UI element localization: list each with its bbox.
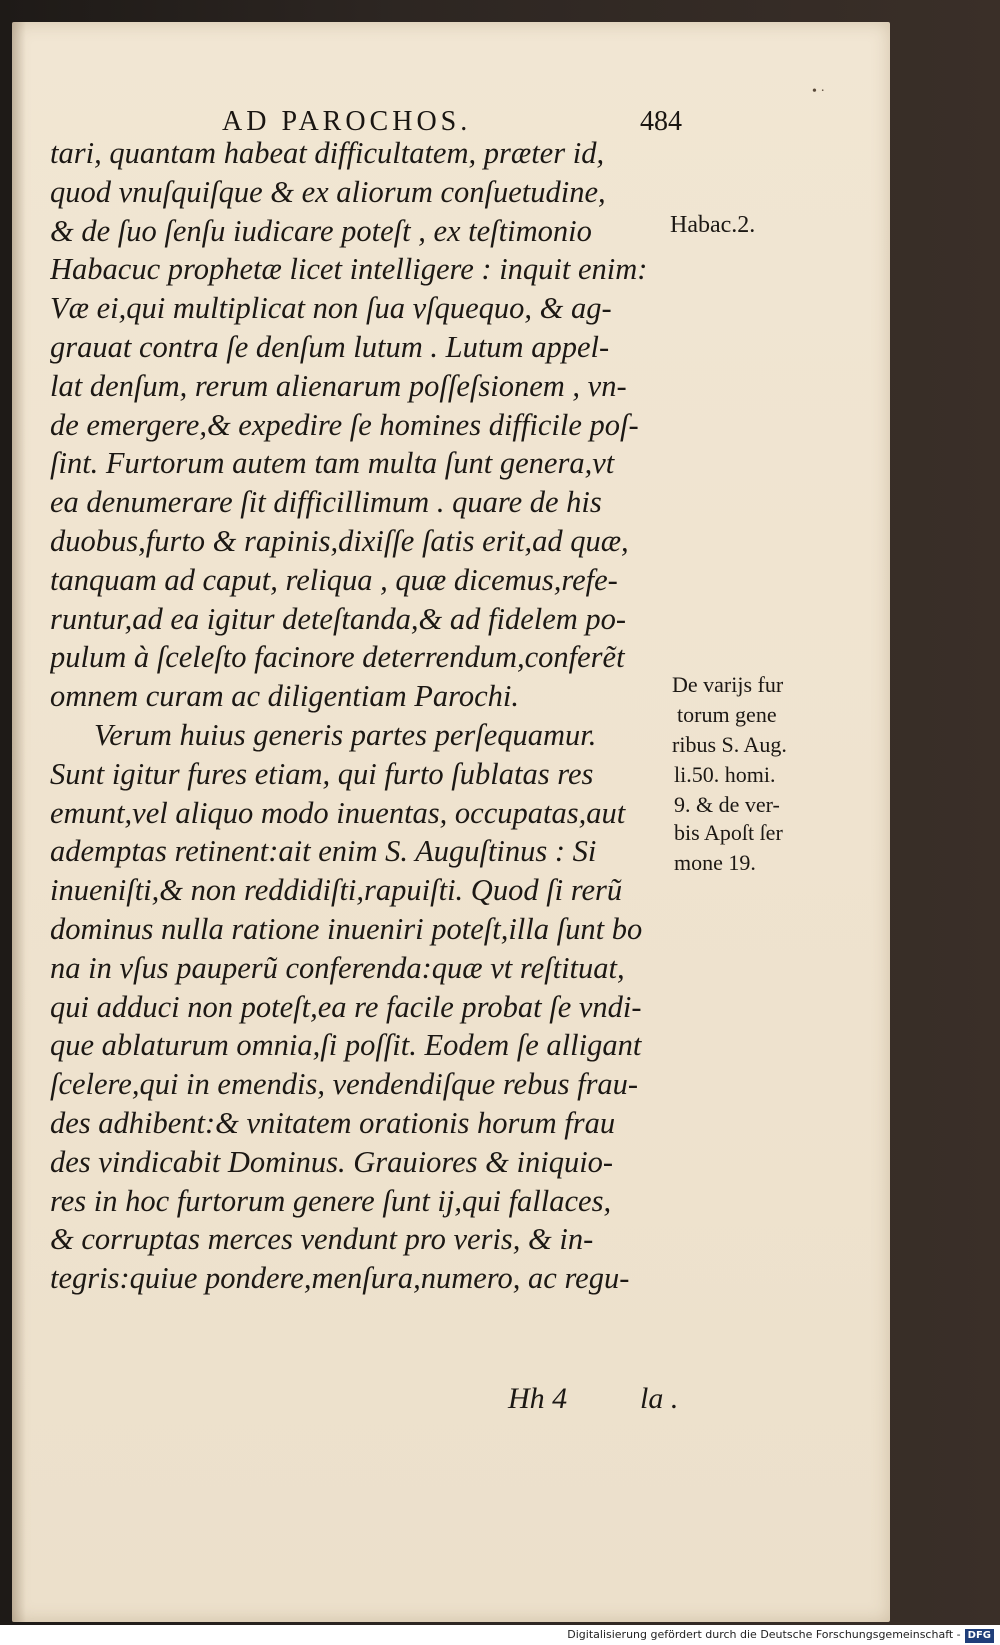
margin-note-line: li.50. homi. bbox=[674, 762, 776, 787]
running-title: AD PAROCHOS. bbox=[222, 106, 472, 137]
footer-bar bbox=[0, 1625, 1000, 1645]
text-line: duobus,furto & rapinis,dixiſſe ſatis erit,ad quæ, bbox=[50, 524, 629, 558]
text-line: tari, quantam habeat difficultatem, præter id, bbox=[50, 136, 605, 170]
margin-note-line: torum gene bbox=[677, 702, 777, 727]
text-line: Væ ei,qui multiplicat non ſua vſquequo, & ag- bbox=[50, 291, 612, 326]
text-line: ſcelere,qui in emendis, vendendiſque rebus frau- bbox=[50, 1067, 639, 1102]
text-line: que ablaturum omnia,ſi poſſit. Eodem ſe alligant bbox=[50, 1028, 642, 1063]
text-line: ademptas retinent:ait enim S. Auguſtinus : Si bbox=[50, 834, 597, 869]
page-number: 484 bbox=[640, 106, 682, 137]
corner-mark: • · bbox=[812, 84, 826, 99]
text-line: qui adduci non poteſt,ea re facile probat ſe vndi- bbox=[50, 989, 642, 1024]
text-line: tegris:quiue pondere,menſura,numero, ac regu- bbox=[50, 1261, 630, 1296]
text-line: emunt,vel aliquo modo inuentas, occupatas,aut bbox=[50, 795, 626, 830]
text-line: Sunt igitur fures etiam, qui furto ſublatas res bbox=[50, 756, 594, 791]
text-line: grauat contra ſe denſum lutum . Lutum appel- bbox=[50, 330, 610, 364]
signature-mark: Hh 4 bbox=[508, 1382, 568, 1415]
text-line: des adhibent:& vnitatem orationis horum frau bbox=[50, 1106, 616, 1140]
text-line: dominus nulla ratione inueniri poteſt,illa ſunt bo bbox=[50, 912, 643, 946]
text-line: ea denumerare ſit difficillimum . quare de his bbox=[50, 485, 602, 520]
margin-note-line: mone 19. bbox=[674, 850, 756, 875]
text-line: ſint. Furtorum autem tam multa ſunt genera,vt bbox=[50, 446, 615, 481]
text-line: quod vnuſquiſque & ex aliorum conſuetudine, bbox=[50, 174, 606, 209]
text-line: pulum à ſceleſto facinore deterrendum,conferẽt bbox=[50, 640, 625, 675]
text-line: des vindicabit Dominus. Grauiores & iniquio- bbox=[50, 1144, 614, 1179]
book-page bbox=[12, 22, 890, 1622]
text-line: Verum huius generis partes perſequamur. bbox=[94, 718, 597, 752]
text-line: Habacuc prophetæ licet intelligere : inquit enim: bbox=[50, 252, 648, 287]
margin-note-line: bis Apoſt ſer bbox=[674, 820, 783, 845]
text-line: res in hoc furtorum genere ſunt ij,qui fallaces, bbox=[50, 1183, 612, 1218]
text-line: na in vſus pauperũ conferenda:quæ vt reſtituat, bbox=[50, 950, 625, 985]
text-line: de emergere,& expedire ſe homines difficile poſ- bbox=[50, 407, 639, 442]
text-line: inueniſti,& non reddidiſti,rapuiſti. Quod ſi rerũ bbox=[50, 873, 623, 908]
margin-note-line: 9. & de ver- bbox=[674, 792, 780, 817]
text-line: omnem curam ac diligentiam Parochi. bbox=[50, 679, 519, 714]
text-line: & corruptas merces vendunt pro veris, & in- bbox=[50, 1222, 594, 1257]
dfg-logo: DFG bbox=[965, 1629, 994, 1643]
text-line: runtur,ad ea igitur deteſtanda,& ad fidelem po- bbox=[50, 601, 627, 636]
margin-note-habac: Habac.2. bbox=[670, 212, 756, 238]
text-line: & de ſuo ſenſu iudicare poteſt , ex teſtimonio bbox=[50, 213, 592, 248]
margin-note-line: ribus S. Aug. bbox=[672, 732, 787, 757]
catchword: la . bbox=[640, 1382, 679, 1415]
footer-credit: Digitalisierung gefördert durch die Deutsche Forschungsgemeinschaft - bbox=[567, 1628, 961, 1641]
text-line: lat denſum, rerum alienarum poſſeſsionem , vn- bbox=[50, 368, 627, 403]
text-line: tanquam ad caput, reliqua , quæ dicemus,refe- bbox=[50, 562, 618, 597]
margin-note-line: De varijs fur bbox=[672, 672, 784, 697]
